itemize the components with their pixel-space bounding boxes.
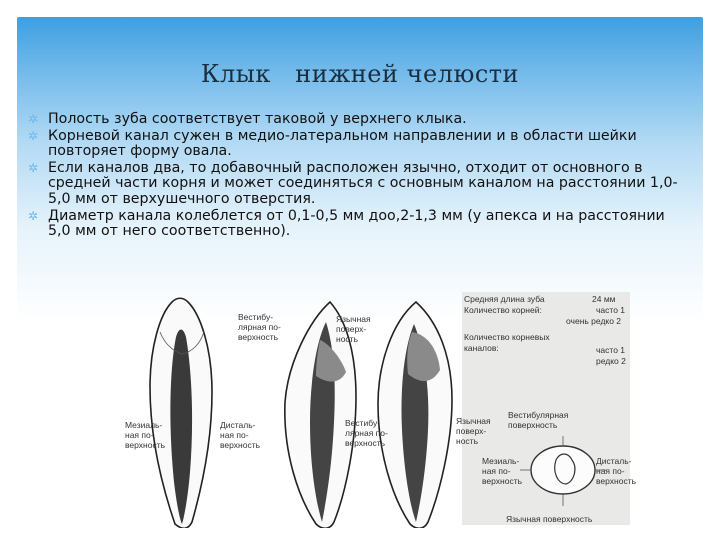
asterisk-bullet-icon: ✲ <box>28 160 39 175</box>
asterisk-bullet-icon: ✲ <box>28 208 39 223</box>
list-item <box>28 209 680 240</box>
list-item <box>28 161 680 208</box>
info-tooth-length-value: 24 мм <box>592 294 616 304</box>
tooth-cross-section <box>520 436 606 506</box>
bullet-text: Корневой канал сужен в медио-латеральном направлении и в области шейки повторяет форму овала. <box>48 127 637 160</box>
info-root-count: Количество корней: <box>464 305 542 315</box>
cross-mesial-label: Мезиаль- ная по- верхность <box>482 456 523 486</box>
vestibular-surface-label-2: Вестибу- лярная по- верхность <box>345 418 388 448</box>
distal-surface-label-1: Дисталь- ная по- верхность <box>220 420 261 450</box>
list-item <box>28 129 680 160</box>
cross-vestibular-label: Вестибулярная поверхность <box>508 410 569 430</box>
bullet-text: Полость зуба соответствует таковой у верхнего клыка. <box>48 111 467 127</box>
list-item <box>28 112 680 128</box>
lingual-surface-label-2: Язычная поверх- ность <box>456 416 491 446</box>
asterisk-bullet-icon: ✲ <box>28 112 39 126</box>
slide-title: Клык нижней челюсти <box>200 60 520 88</box>
info-canal-count-label: каналов: <box>464 343 499 353</box>
info-root-count-rare: очень редко 2 <box>566 316 622 326</box>
info-canal-count-rare: редко 2 <box>596 356 626 366</box>
tooth-vestibular-view <box>150 298 212 528</box>
mesial-surface-label: Мезиаль- ная по- верхность <box>125 420 166 450</box>
bullet-list <box>28 112 680 241</box>
info-tooth-length: Средняя длина зуба <box>464 294 545 304</box>
tooth-lingual-view <box>378 302 452 528</box>
info-root-count-often: часто 1 <box>596 305 626 315</box>
bullet-text: Если каналов два, то добавочный расположен язычно, отходит от основного в средней части корня и может соединяться с основным каналом на расстоянии 1,0-5,0 мм от верхушечного отверстия. <box>48 159 678 207</box>
cross-distal-label: Дисталь- ная по- верхность <box>596 456 637 486</box>
asterisk-bullet-icon: ✲ <box>28 128 39 143</box>
info-canal-count: Количество корневых <box>464 332 550 342</box>
vestibular-surface-label-1: Вестибу- лярная по- верхность <box>238 312 281 342</box>
lingual-surface-label-1: Язычная поверх- ность <box>336 314 371 344</box>
cross-lingual-label: Язычная поверхность <box>506 514 593 524</box>
bullet-text: Диаметр канала колеблется от 0,1-0,5 мм доо,2-1,3 мм (у апекса и на расстоянии 5,0 мм от него соответственно). <box>48 207 665 240</box>
info-canal-count-often: часто 1 <box>596 345 626 355</box>
tooth-anatomy-figure <box>120 292 637 528</box>
